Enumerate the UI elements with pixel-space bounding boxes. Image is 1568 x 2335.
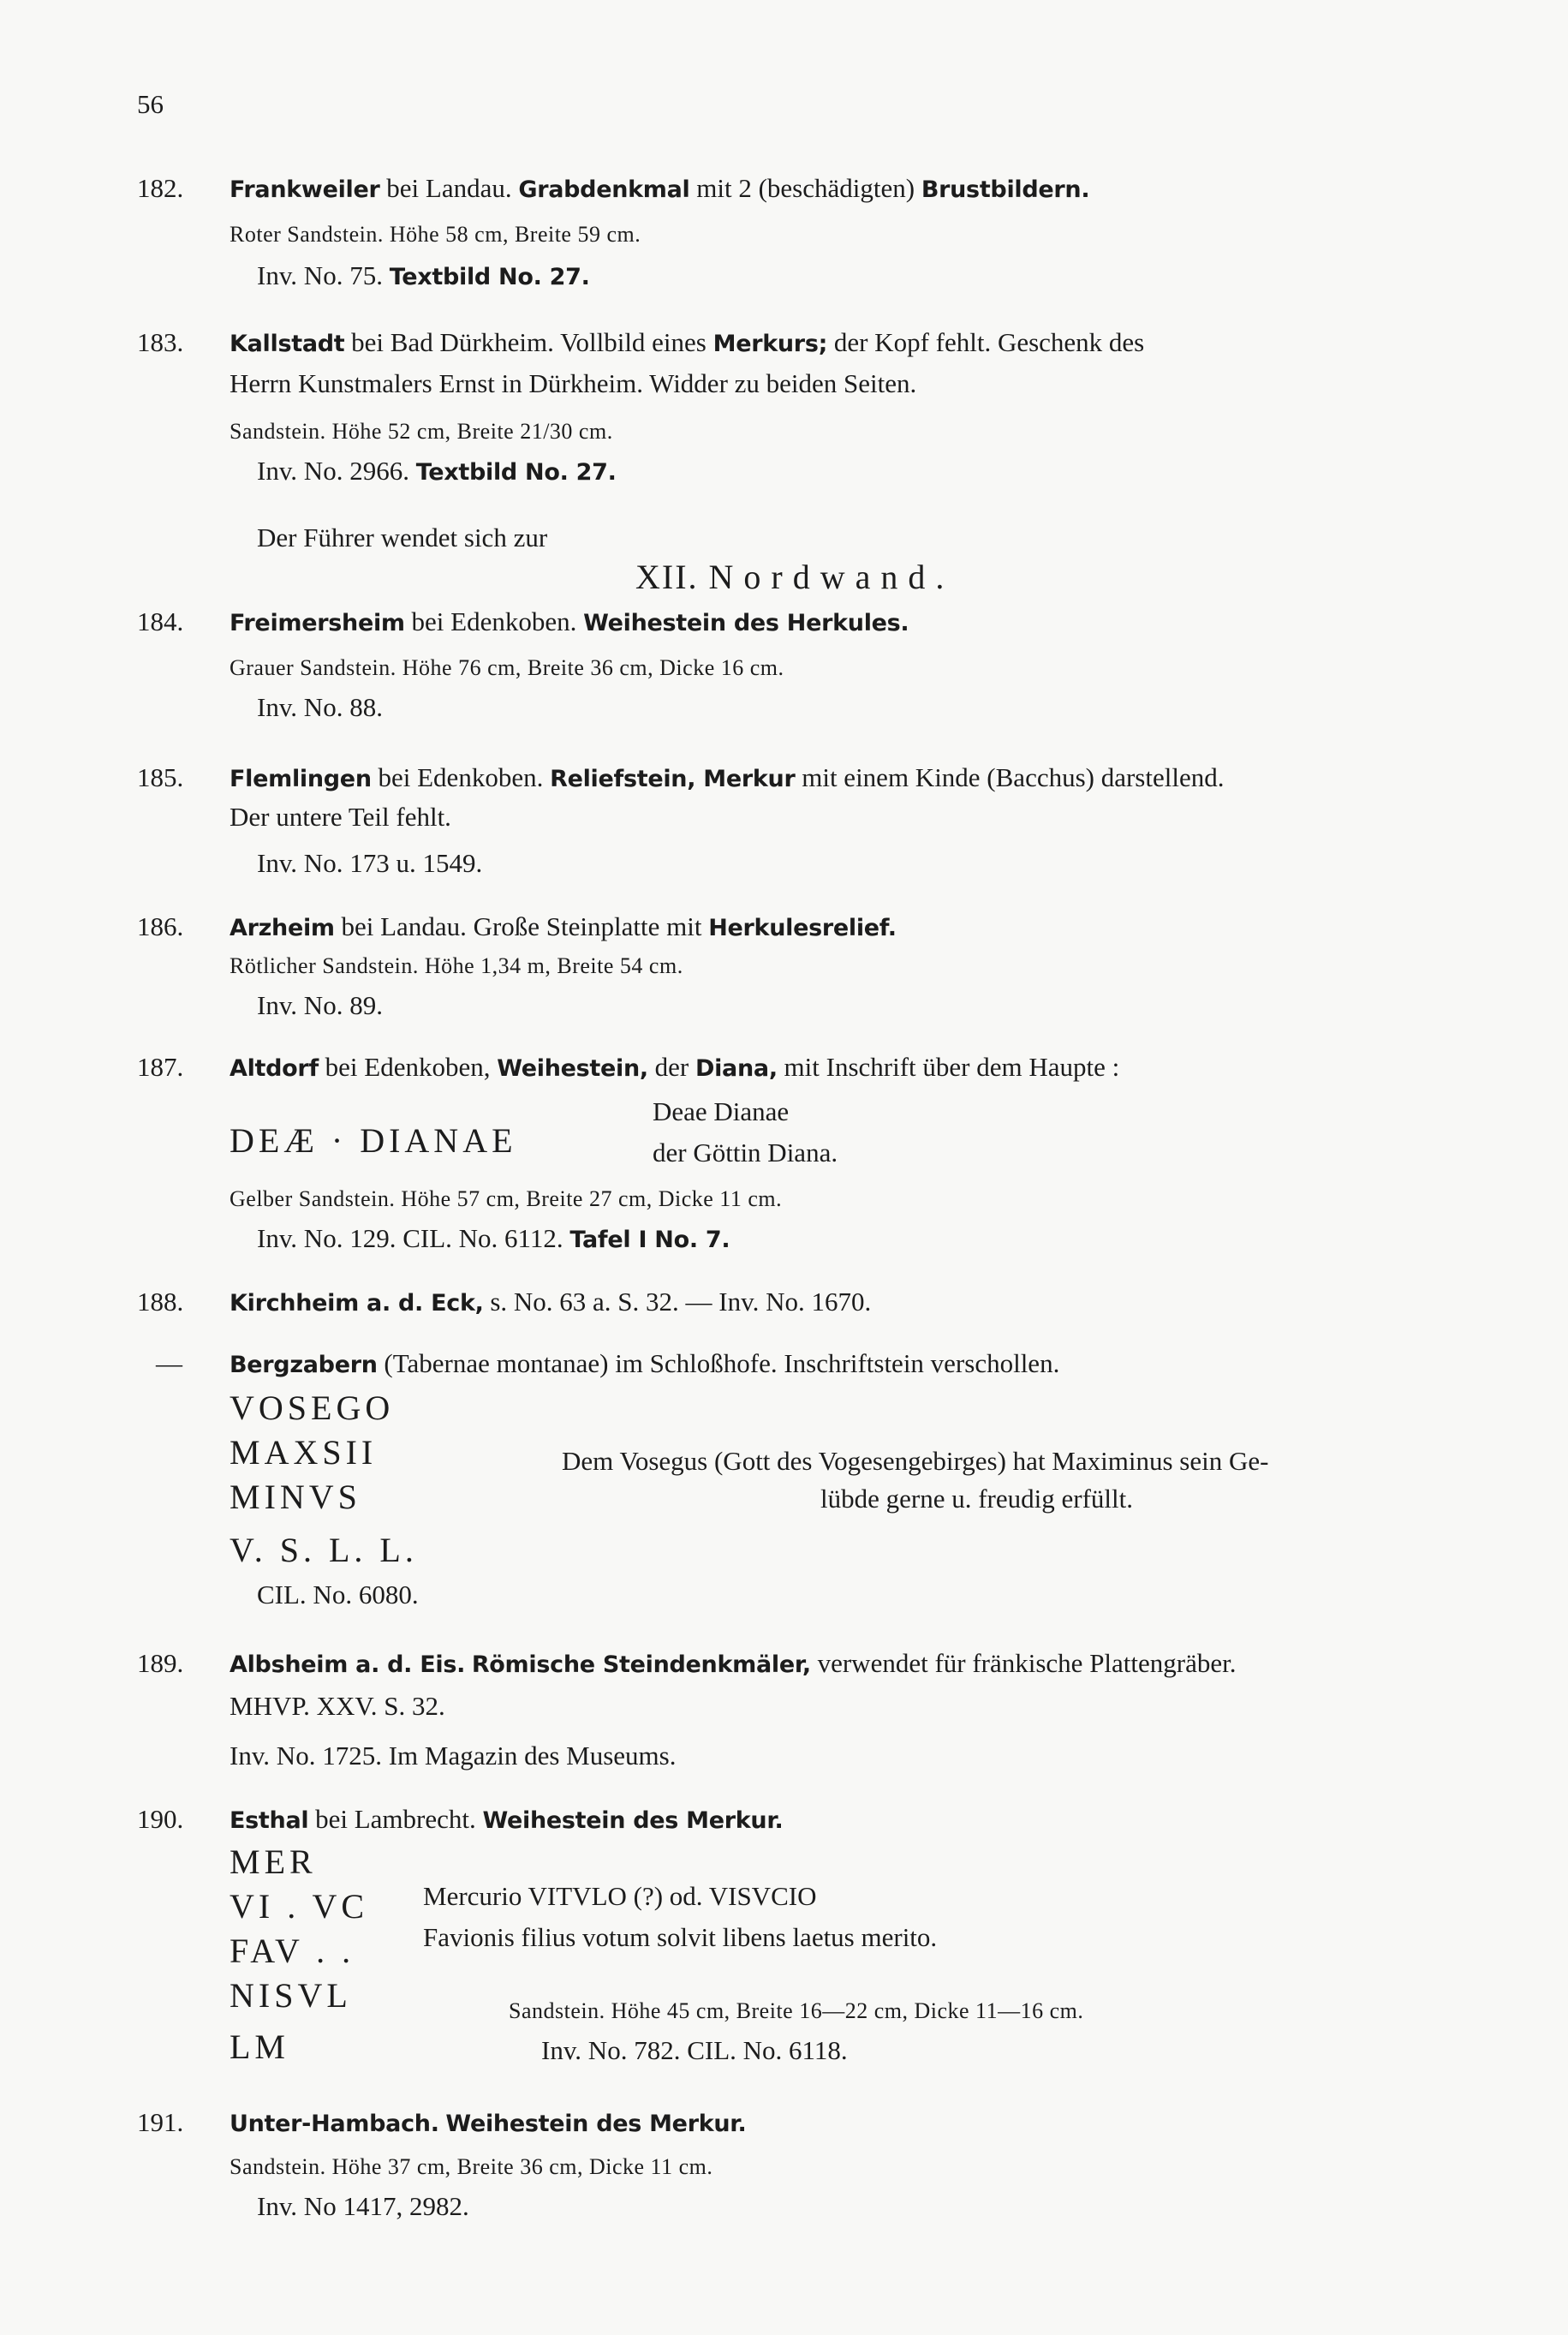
entry-title-line — [230, 1347, 1059, 1382]
description-line: Herrn Kunstmalers Ernst in Dürkheim. Widder zu beiden Seiten. — [230, 368, 917, 398]
entry-number: 189. — [137, 1648, 184, 1678]
cross-reference-text: s. No. 63 a. S. 32. — Inv. No. 1670. — [483, 1287, 872, 1317]
object-type: Römische Steindenkmäler, — [471, 1651, 811, 1678]
place-name: Esthal — [230, 1807, 309, 1834]
material-line: Sandstein. Höhe 52 cm, Breite 21/30 cm. — [230, 419, 613, 444]
location-text: (Tabernae montanae) im Schloßhofe. Inschriftstein verschollen. — [377, 1348, 1060, 1378]
place-name: Bergzabern — [230, 1352, 378, 1378]
entry-title-line — [230, 605, 909, 641]
entry-number: 184. — [137, 606, 184, 636]
place-name: Frankweiler — [230, 176, 380, 203]
inscription-line: NISVL — [230, 1976, 352, 2015]
object-type: Reliefstein, Merkur — [550, 766, 796, 792]
translation-line-1: Mercurio VITVLO (?) od. VISVCIO — [423, 1881, 817, 1911]
material-line: Gelber Sandstein. Höhe 57 cm, Breite 27 cm, Dicke 11 cm. — [230, 1186, 783, 1211]
material-line: Sandstein. Höhe 45 cm, Breite 16—22 cm, Dicke 11—16 cm. — [509, 1998, 1084, 2023]
separator — [465, 1648, 472, 1678]
entry-title-line — [230, 325, 1144, 361]
location-text: bei Bad Dürkheim. Vollbild eines — [344, 327, 713, 357]
entry-title-line — [230, 1050, 1119, 1086]
inscription-line: MER — [230, 1842, 317, 1881]
place-name: Freimersheim — [230, 610, 405, 636]
object-type: Merkurs; — [712, 331, 828, 357]
inventory-number: Inv. No. 2966. — [257, 456, 416, 486]
entry-title-line — [230, 171, 1089, 207]
entry-number: 183. — [137, 327, 184, 357]
entry-number: 182. — [137, 173, 184, 203]
translation-line-2: Favionis filius votum solvit libens laetus merito. — [423, 1922, 938, 1952]
inventory-number: Inv. No. 75. — [257, 260, 390, 290]
inscription-line: MAXSII — [230, 1433, 378, 1472]
entry-title-line — [230, 1802, 783, 1838]
object-type: Herkulesrelief. — [708, 915, 897, 941]
cil-reference: CIL. No. 6080. — [257, 1580, 419, 1609]
inscription-line: VOSEGO — [230, 1388, 395, 1427]
description-text: mit Inschrift über dem Haupte : — [777, 1052, 1120, 1082]
material-line: Sandstein. Höhe 37 cm, Breite 36 cm, Dicke 11 cm. — [230, 2154, 713, 2179]
location-text: bei Edenkoben. — [371, 762, 551, 792]
inscription-line: MINVS — [230, 1478, 361, 1516]
place-name: Altdorf — [230, 1055, 319, 1082]
figure-reference: Textbild No. 27. — [389, 264, 590, 290]
entry-title-line — [230, 1285, 871, 1321]
inscription-line: VI . VC — [230, 1887, 369, 1926]
entry-number: 186. — [137, 911, 184, 941]
place-name: Kallstadt — [230, 331, 345, 357]
object-type: Grabdenkmal — [518, 176, 690, 203]
inventory-line: Inv. No. 173 u. 1549. — [257, 848, 483, 878]
place-name: Unter-Hambach. — [230, 2111, 439, 2137]
description-text: mit einem Kinde (Bacchus) darstellend. — [795, 762, 1225, 792]
material-line: Rötlicher Sandstein. Höhe 1,34 m, Breite 54 cm. — [230, 953, 683, 978]
inventory-number: Inv. No. 129. CIL. No. 6112. — [257, 1223, 570, 1253]
description-text: mit 2 (beschädigten) — [689, 173, 921, 203]
object-type: Weihestein des Herkules. — [583, 610, 909, 636]
entry-title-line — [230, 910, 897, 946]
entry-number: 185. — [137, 762, 184, 792]
inventory-line — [257, 454, 617, 490]
entry-number: — — [156, 1348, 182, 1378]
translation-line-2: der Göttin Diana. — [653, 1138, 838, 1168]
inventory-line — [257, 259, 590, 295]
section-heading — [635, 557, 954, 597]
location-text: bei Lambrecht. — [308, 1804, 483, 1834]
inscription-text: DEÆ · DIANAE — [230, 1121, 517, 1160]
entry-number: 190. — [137, 1804, 184, 1834]
inscription-line: V. S. L. L. — [230, 1531, 418, 1569]
place-name: Flemlingen — [230, 766, 372, 792]
material-line: Grauer Sandstein. Höhe 76 cm, Breite 36 cm, Dicke 16 cm. — [230, 655, 784, 680]
translation-line-2: lübde gerne u. freudig erfüllt. — [820, 1484, 1133, 1514]
location-text: bei Landau. — [379, 173, 519, 203]
entry-number: 191. — [137, 2107, 184, 2137]
entry-number: 187. — [137, 1052, 184, 1082]
description-text: der Kopf fehlt. Geschenk des — [827, 327, 1145, 357]
object-type: Weihestein, — [497, 1055, 648, 1082]
inventory-line — [257, 1221, 730, 1257]
inventory-line: Inv. No. 1725. Im Magazin des Museums. — [230, 1741, 677, 1771]
translation-line-1: Deae Dianae — [653, 1096, 790, 1126]
guide-text: Der Führer wendet sich zur — [257, 523, 548, 552]
location-text: bei Landau. Große Steinplatte mit — [334, 911, 709, 941]
inventory-line: Inv. No. 89. — [257, 990, 383, 1020]
page-number: 56 — [137, 89, 164, 119]
inventory-line: Inv. No. 88. — [257, 692, 383, 722]
entry-number: 188. — [137, 1287, 184, 1317]
place-name: Kirchheim a. d. Eck, — [230, 1290, 484, 1317]
location-text: bei Edenkoben. — [404, 606, 584, 636]
translation-line-1: Dem Vosegus (Gott des Vogesengebirges) hat Maximinus sein Ge- — [562, 1446, 1269, 1476]
description-text: verwendet für fränkische Plattengräber. — [810, 1648, 1237, 1678]
section-title: Nordwand. — [708, 558, 955, 596]
material-line: Roter Sandstein. Höhe 58 cm, Breite 59 cm. — [230, 222, 641, 247]
place-name: Arzheim — [230, 915, 335, 941]
location-text: bei Edenkoben, — [318, 1052, 498, 1082]
object-type: Weihestein des Merkur. — [482, 1807, 784, 1834]
object-detail: Brustbildern. — [921, 176, 1090, 203]
inscription-line: LM — [230, 2027, 289, 2066]
entry-title-line — [230, 1646, 1237, 1682]
inscription-line: FAV . . — [230, 1932, 355, 1970]
deity-name: Diana, — [695, 1055, 778, 1082]
entry-title-line — [230, 2105, 746, 2141]
publication-reference: MHVP. XXV. S. 32. — [230, 1691, 445, 1721]
place-name: Albsheim a. d. Eis. — [230, 1651, 466, 1678]
figure-reference: Textbild No. 27. — [415, 459, 617, 486]
section-number: XII. — [635, 558, 709, 596]
description-text: der — [647, 1052, 695, 1082]
plate-reference: Tafel I No. 7. — [569, 1227, 730, 1253]
inventory-line: Inv. No 1417, 2982. — [257, 2191, 469, 2221]
entry-title-line — [230, 761, 1224, 797]
inventory-line: Inv. No. 782. CIL. No. 6118. — [541, 2035, 848, 2065]
object-type: Weihestein des Merkur. — [445, 2111, 747, 2137]
description-line: Der untere Teil fehlt. — [230, 802, 451, 832]
